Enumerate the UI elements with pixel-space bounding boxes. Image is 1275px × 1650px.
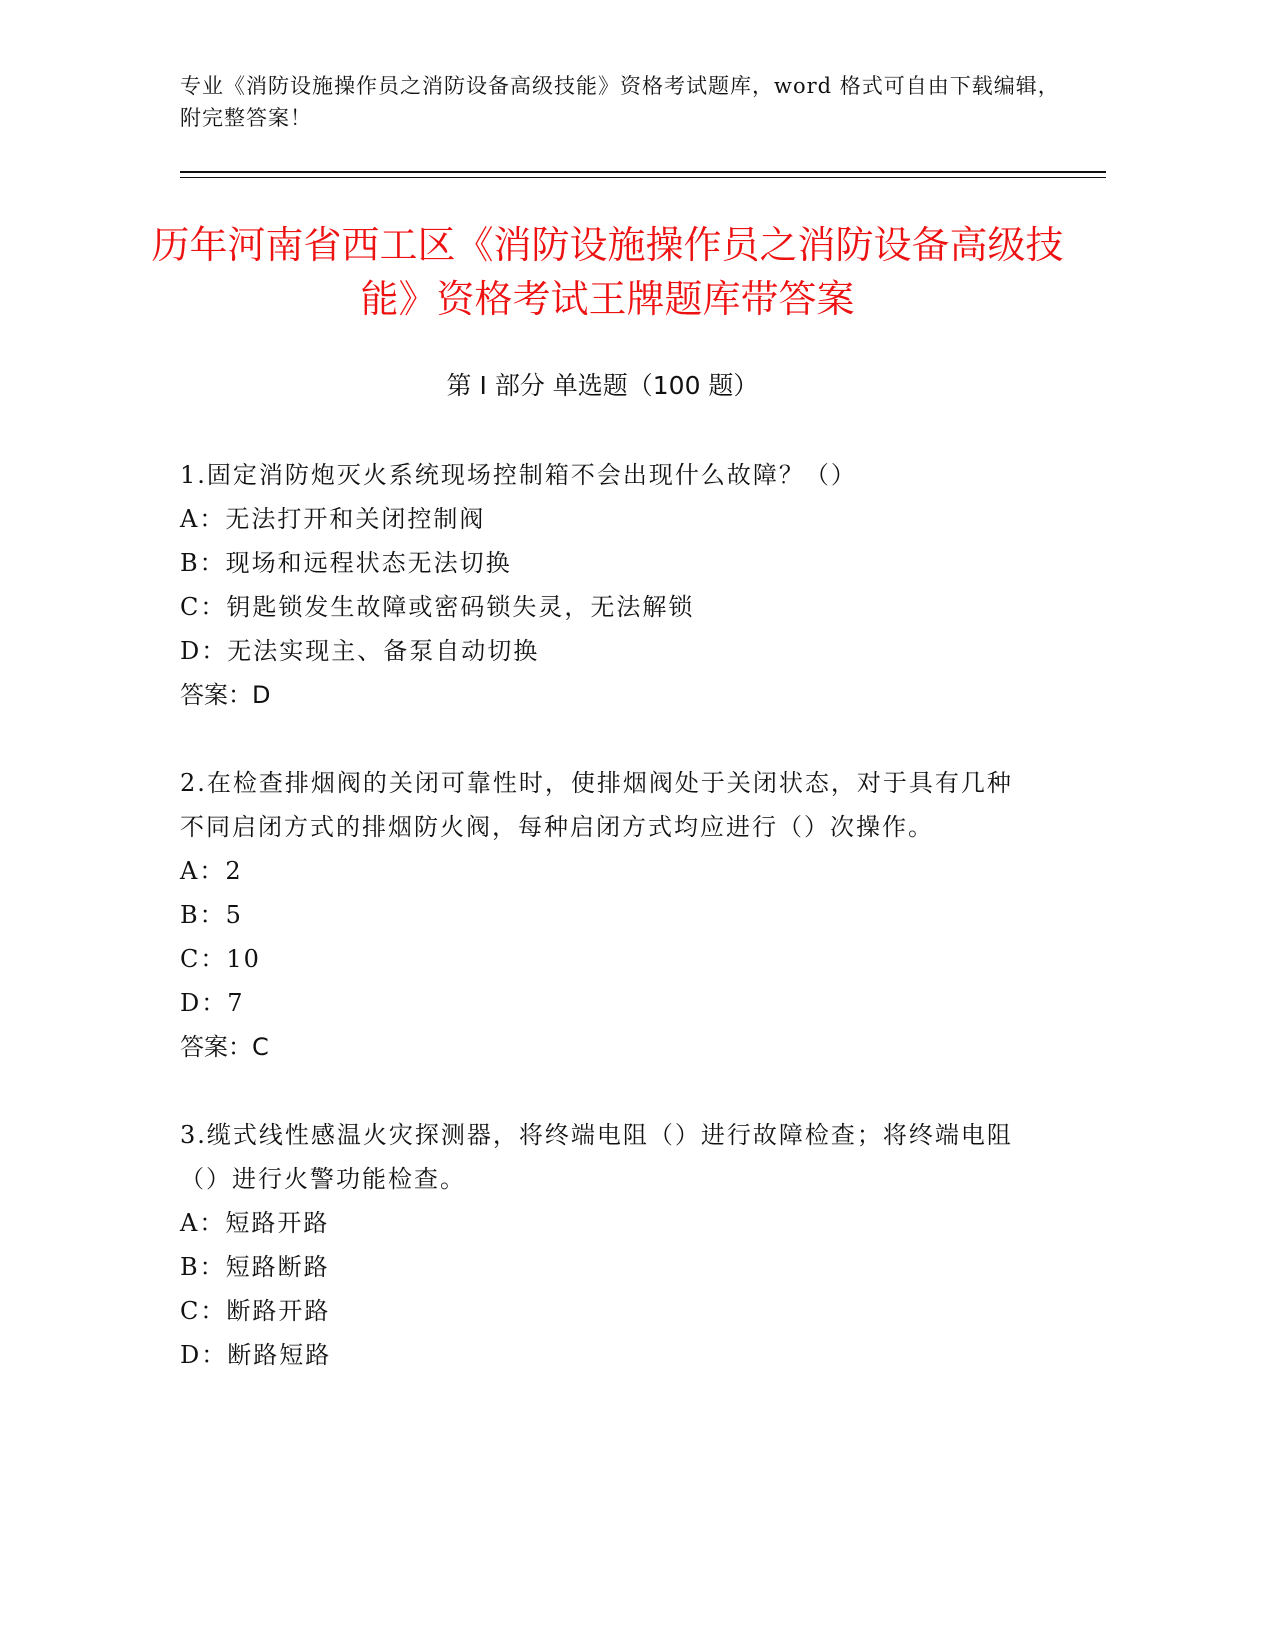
option-d: D：7 [180,989,245,1017]
option-b: B：短路断路 [180,1253,330,1281]
option-d: D：无法实现主、备泵自动切换 [180,637,540,665]
question-3 [180,1113,1025,1377]
option-a: A：2 [180,857,243,885]
question-stem: 2.在检查排烟阀的关闭可靠性时，使排烟阀处于关闭状态，对于具有几种不同启闭方式的排烟防火阀，每种启闭方式均应进行（）次操作。 [180,769,1013,841]
question-stem: 1.固定消防炮灭火系统现场控制箱不会出现什么故障？（） [180,461,857,489]
question-stem: 3.缆式线性感温火灾探测器，将终端电阻（）进行故障检查；将终端电阻（）进行火警功能检查。 [180,1121,1013,1193]
option-c: C：钥匙锁发生故障或密码锁失灵，无法解锁 [180,593,695,621]
option-c: C：10 [180,945,261,973]
question-1 [180,453,1025,717]
header-note: 专业《消防设施操作员之消防设备高级技能》资格考试题库，word 格式可自由下载编辑，附完整答案！ [180,74,1060,130]
answer: 答案：D [180,681,271,709]
option-c: C：断路开路 [180,1297,331,1325]
question-list [180,453,1025,1421]
option-b: B：5 [180,901,243,929]
question-2 [180,761,1025,1069]
document-title: 历年河南省西工区《消防设施操作员之消防设备高级技能》资格考试王牌题库带答案 [151,223,1064,321]
option-b: B：现场和远程状态无法切换 [180,549,512,577]
header-divider-thick [180,171,1106,173]
option-a: A：无法打开和关闭控制阀 [180,505,486,533]
section-heading: 第 I 部分 单选题（100 题） [446,371,759,400]
answer: 答案：C [180,1033,269,1061]
option-a: A：短路开路 [180,1209,330,1237]
option-d: D：断路短路 [180,1341,332,1369]
header-divider-thin [180,177,1106,178]
